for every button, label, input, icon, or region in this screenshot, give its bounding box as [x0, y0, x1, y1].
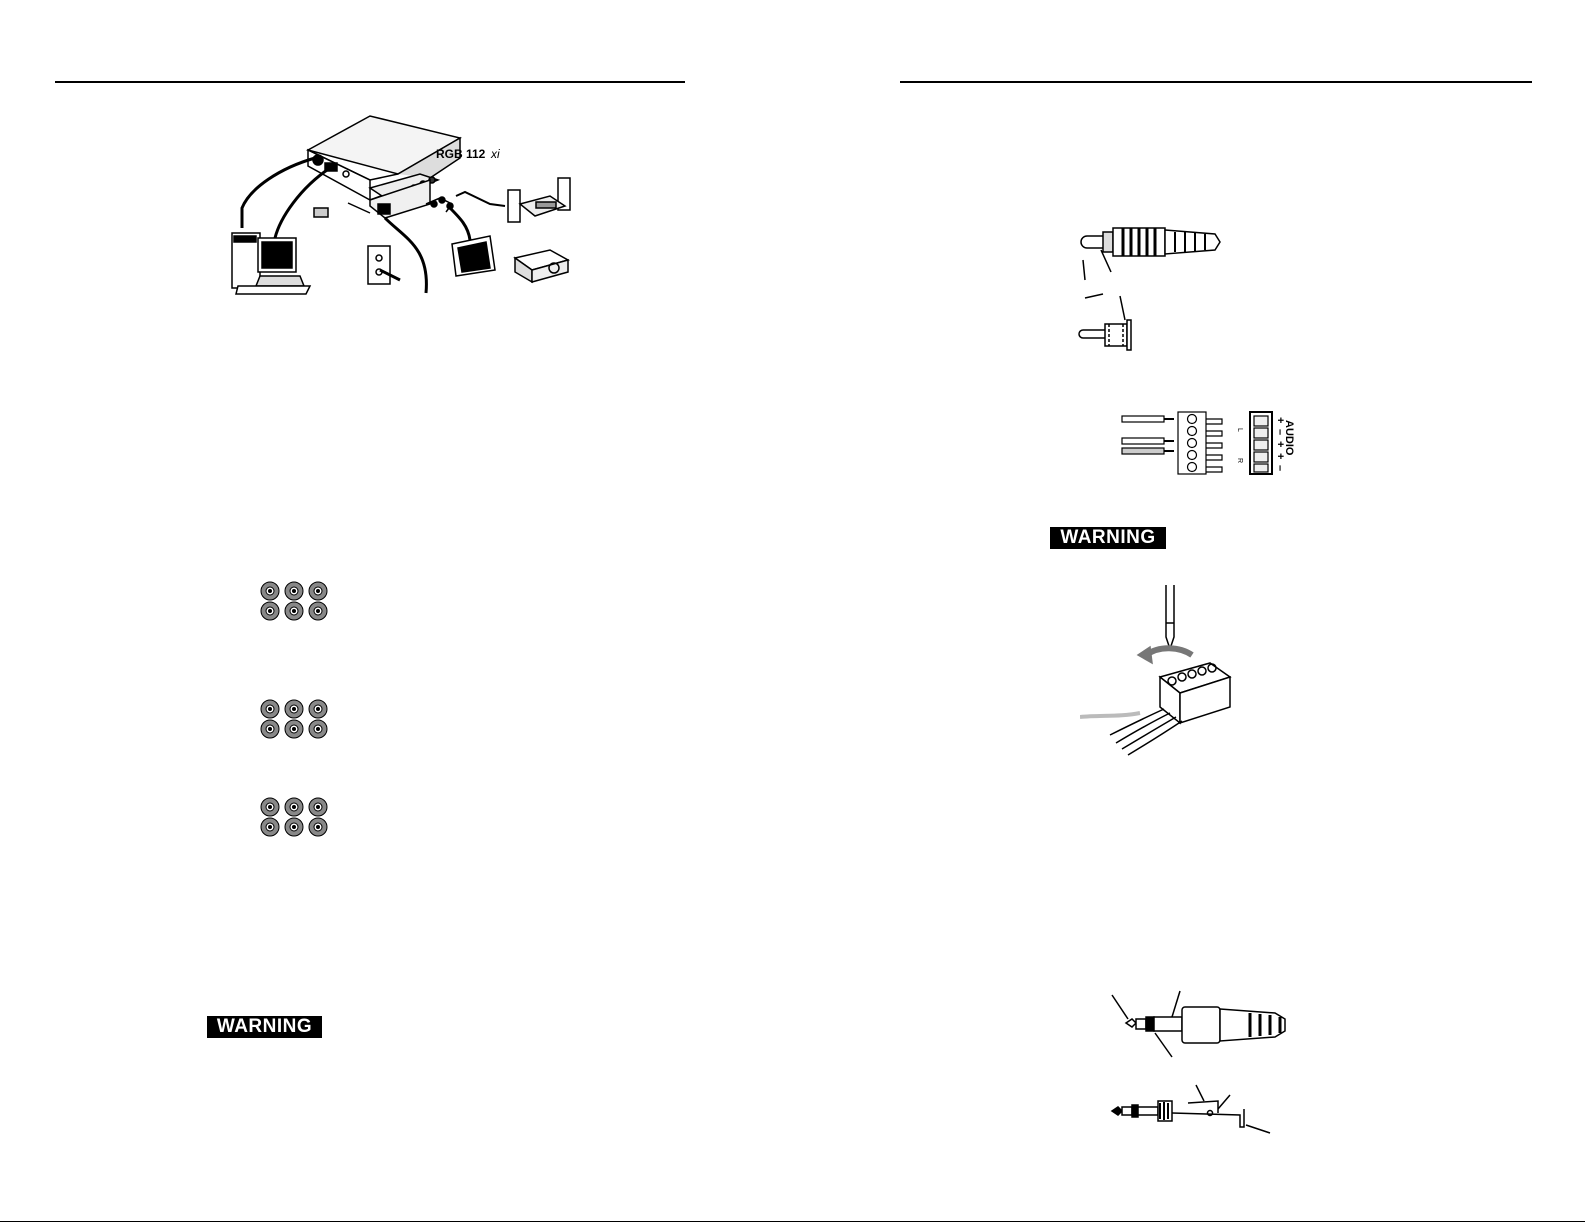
bnc-connectors-group-1 [258, 580, 333, 622]
audio-pin-3: + [1274, 441, 1286, 448]
left-page-top-rule [55, 81, 685, 83]
rca-plug-diagram [1075, 220, 1235, 355]
screwdriver-connector-diagram [1080, 585, 1260, 765]
audio-pin-5: – [1274, 465, 1286, 472]
connection-diagram [220, 108, 580, 303]
device-label-suffix: xi [491, 147, 500, 161]
audio-channel-right: R [1236, 458, 1243, 464]
audio-captive-screw-diagram [1120, 408, 1320, 480]
warning-badge-right: WARNING [1050, 527, 1166, 549]
bnc-connectors-group-2 [258, 698, 333, 740]
bnc-connectors-group-3 [258, 796, 333, 838]
device-label: RGB 112 [436, 147, 486, 161]
audio-pin-2: – [1274, 429, 1286, 436]
right-page-top-rule [900, 81, 1532, 83]
warning-badge-left: WARNING [207, 1016, 322, 1038]
stereo-plug-diagram [1100, 985, 1345, 1145]
audio-connector-label: AUDIO [1283, 420, 1295, 456]
audio-pin-4: + [1274, 453, 1286, 460]
audio-channel-left: L [1236, 428, 1243, 432]
footer-rule [0, 1221, 1585, 1222]
audio-pin-1: + [1274, 417, 1286, 424]
